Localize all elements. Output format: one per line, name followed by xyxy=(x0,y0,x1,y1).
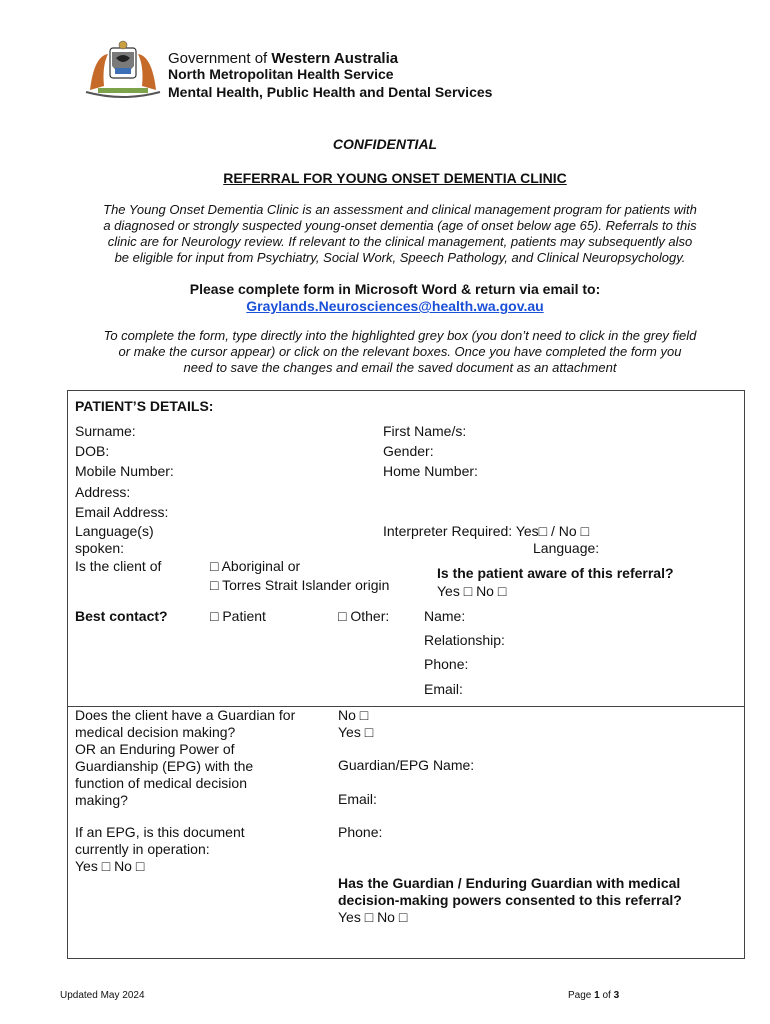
intro-paragraph: The Young Onset Dementia Clinic is an assessment and clinical management program for patients with a diagnosed or strongly suspected young-onset dementia (age of onset below age 65). Referrals to this clinic are for Neurology review. If relevant to the clinical management, patients may subsequently also be eligible for input from Psychiatry, Social Work, Speech Pathology, and Clinical Neuropsychology. xyxy=(103,202,697,265)
guardian-name-field[interactable]: Guardian/EPG Name: xyxy=(338,757,475,773)
guardian-question: Does the client have a Guardian for medical decision making? OR an Enduring Power of Guardianship (EPG) with the function of medical decision making? xyxy=(75,707,296,808)
guardian-no-checkbox[interactable]: No □ xyxy=(338,707,369,723)
contact-name-field[interactable]: Name: xyxy=(424,608,466,624)
contact-phone-field[interactable]: Phone: xyxy=(424,656,469,672)
guardian-consent-options[interactable]: Yes □ No □ xyxy=(338,909,408,925)
health-service-name: North Metropolitan Health Service xyxy=(168,66,394,82)
gender-field[interactable]: Gender: xyxy=(383,443,434,459)
patient-aware-question: Is the patient aware of this referral? xyxy=(437,565,674,581)
interpreter-required-checkbox[interactable]: Interpreter Required: Yes□ / No □ xyxy=(383,523,590,539)
torres-strait-checkbox[interactable]: □ Torres Strait Islander origin xyxy=(210,577,390,593)
best-contact-label: Best contact? xyxy=(75,608,168,624)
contact-patient-checkbox[interactable]: □ Patient xyxy=(210,608,266,624)
completion-instructions: To complete the form, type directly into the highlighted grey box (you don’t need to click in the grey field or make the cursor appear) or click on the relevant boxes. Once you have completed the form you need to save the changes and email the saved document as an attachment xyxy=(103,328,697,375)
guardian-yes-checkbox[interactable]: Yes □ xyxy=(338,724,374,740)
address-field[interactable]: Address: xyxy=(75,484,131,500)
email-address-field[interactable]: Email Address: xyxy=(75,504,169,520)
epg-operation-options[interactable]: Yes □ No □ xyxy=(75,858,145,874)
guardian-consent-question: Has the Guardian / Enduring Guardian with medical decision-making powers consented to this referral? xyxy=(338,875,682,908)
aboriginal-checkbox[interactable]: □ Aboriginal or xyxy=(210,558,301,574)
home-number-field[interactable]: Home Number: xyxy=(383,463,478,479)
updated-date: Updated May 2024 xyxy=(60,990,145,1001)
dob-field[interactable]: DOB: xyxy=(75,443,110,459)
interpreter-language-field[interactable]: Language: xyxy=(533,540,600,556)
patient-details-heading: PATIENT’S DETAILS: xyxy=(75,398,214,414)
epg-question: If an EPG, is this document currently in operation: xyxy=(75,824,245,857)
first-name-field[interactable]: First Name/s: xyxy=(383,423,467,439)
indigenous-status-label: Is the client of xyxy=(75,558,162,574)
language-label-line1: Language(s) xyxy=(75,523,154,539)
mobile-number-field[interactable]: Mobile Number: xyxy=(75,463,174,479)
patient-aware-options[interactable]: Yes □ No □ xyxy=(437,583,507,599)
gov-title: Government of Western Australia xyxy=(168,50,399,67)
contact-other-checkbox[interactable]: □ Other: xyxy=(338,608,390,624)
contact-relationship-field[interactable]: Relationship: xyxy=(424,632,505,648)
surname-field[interactable]: Surname: xyxy=(75,423,136,439)
language-label-line2[interactable]: spoken: xyxy=(75,540,125,556)
guardian-email-field[interactable]: Email: xyxy=(338,791,377,807)
confidential-label: CONFIDENTIAL xyxy=(332,136,438,152)
page-number: Page 1 of 3 xyxy=(568,990,620,1001)
contact-email-field[interactable]: Email: xyxy=(424,681,463,697)
guardian-phone-field[interactable]: Phone: xyxy=(338,824,383,840)
form-title: REFERRAL FOR YOUNG ONSET DEMENTIA CLINIC xyxy=(223,170,567,186)
wa-coat-of-arms-logo xyxy=(82,40,164,102)
submit-email-link[interactable]: Graylands.Neurosciences@health.wa.gov.au xyxy=(246,298,544,314)
submit-instruction: Please complete form in Microsoft Word & return via email to: xyxy=(189,281,601,297)
department-name: Mental Health, Public Health and Dental Services xyxy=(168,84,493,100)
